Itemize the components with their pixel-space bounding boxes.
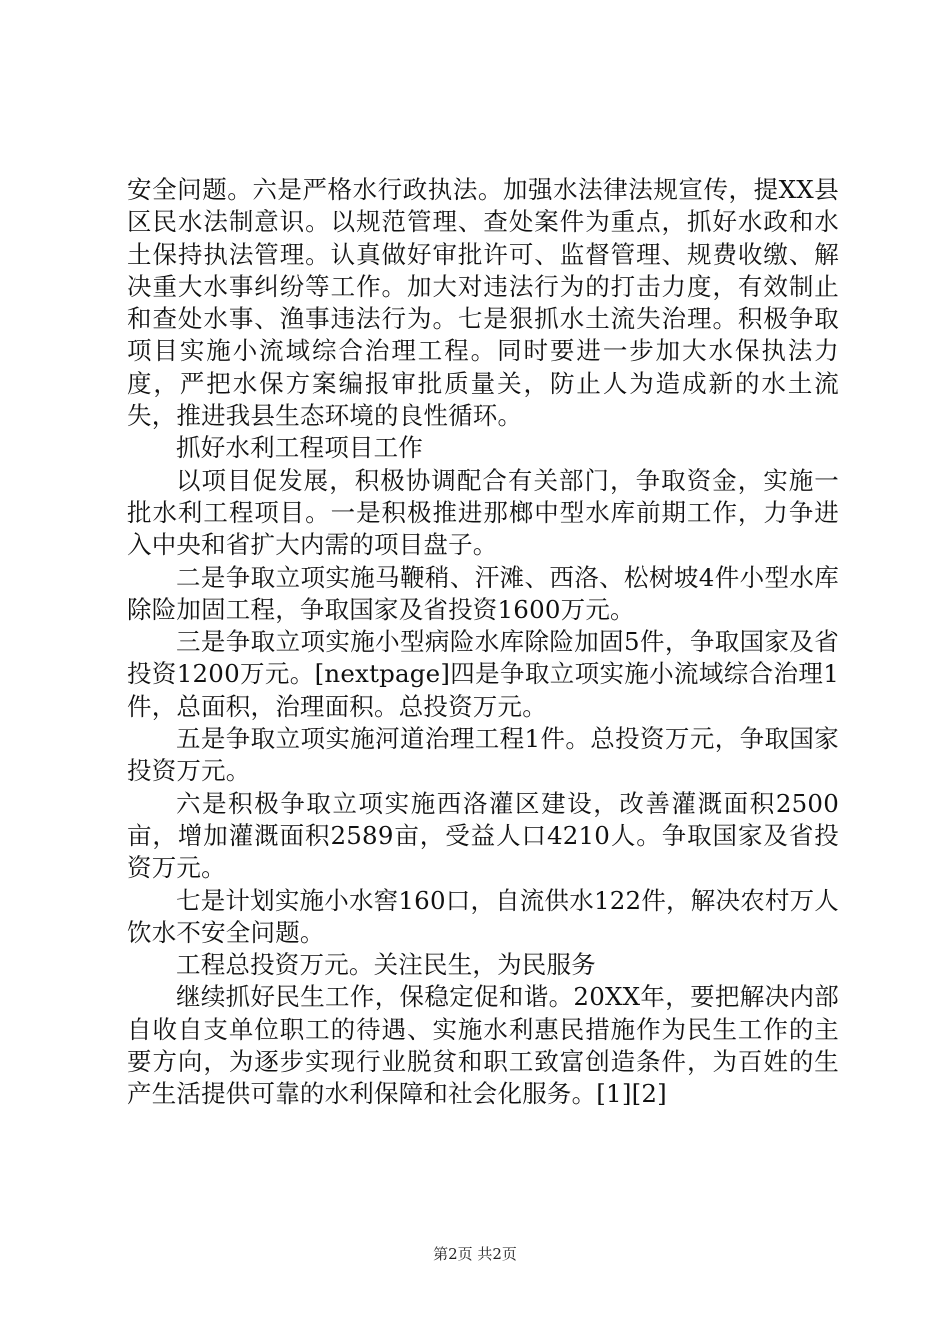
paragraph-irrigation-district: 六是积极争取立项实施西洛灌区建设，改善灌溉面积2500亩，增加灌溉面积2589亩，受益人口4210人。争取国家及省投资万元。: [127, 788, 839, 883]
page-number-footer: 第2页 共2页: [433, 1245, 517, 1263]
document-body: [127, 174, 839, 1111]
paragraph-project-intro: 以项目促发展，积极协调配合有关部门，争取资金，实施一批水利工程项目。一是积极推进那榔中型水库前期工作，力争进入中央和省扩大内需的项目盘子。: [127, 465, 839, 560]
paragraph-river-management: 五是争取立项实施河道治理工程1件。总投资万元，争取国家投资万元。: [127, 724, 839, 786]
section-heading-water-projects: 抓好水利工程项目工作: [176, 433, 423, 463]
paragraph-small-reservoirs: 三是争取立项实施小型病险水库除险加固5件，争取国家及省投资1200万元。[nextpage]四是争取立项实施小流域综合治理1件，总面积，治理面积。总投资万元。: [127, 627, 839, 721]
paragraph-reservoir-reinforcement: 二是争取立项实施马鞭稍、汗滩、西洛、松树坡4件小型水库除险加固工程，争取国家及省投资1600万元。: [127, 562, 839, 624]
paragraph-water-cellars: 七是计划实施小水窖160口，自流供水122件，解决农村万人饮水不安全问题。: [127, 885, 839, 947]
section-heading-livelihood: 工程总投资万元。关注民生，为民服务: [176, 950, 596, 980]
paragraph-water-enforcement: 安全问题。六是严格水行政执法。加强水法律法规宣传，提XX县区民水法制意识。以规范管理、查处案件为重点，抓好水政和水土保持执法管理。认真做好审批许可、监督管理、规费收缴、解决重大水事纠纷等工作。加大对违法行为的打击力度，有效制止和查处水事、渔事违法行为。七是狠抓水土流失治理。积极争取项目实施小流域综合治理工程。同时要进一步加大水保执法力度，严把水保方案编报审批质量关，防止人为造成新的水土流失，推进我县生态环境的良性循环。: [127, 175, 839, 431]
paragraph-livelihood-work: 继续抓好民生工作，保稳定促和谐。20XX年，要把解决内部自收自支单位职工的待遇、实施水利惠民措施作为民生工作的主要方向，为逐步实现行业脱贫和职工致富创造条件，为百姓的生产生活提供可靠的水利保障和社会化服务。[1][2]: [127, 982, 839, 1109]
